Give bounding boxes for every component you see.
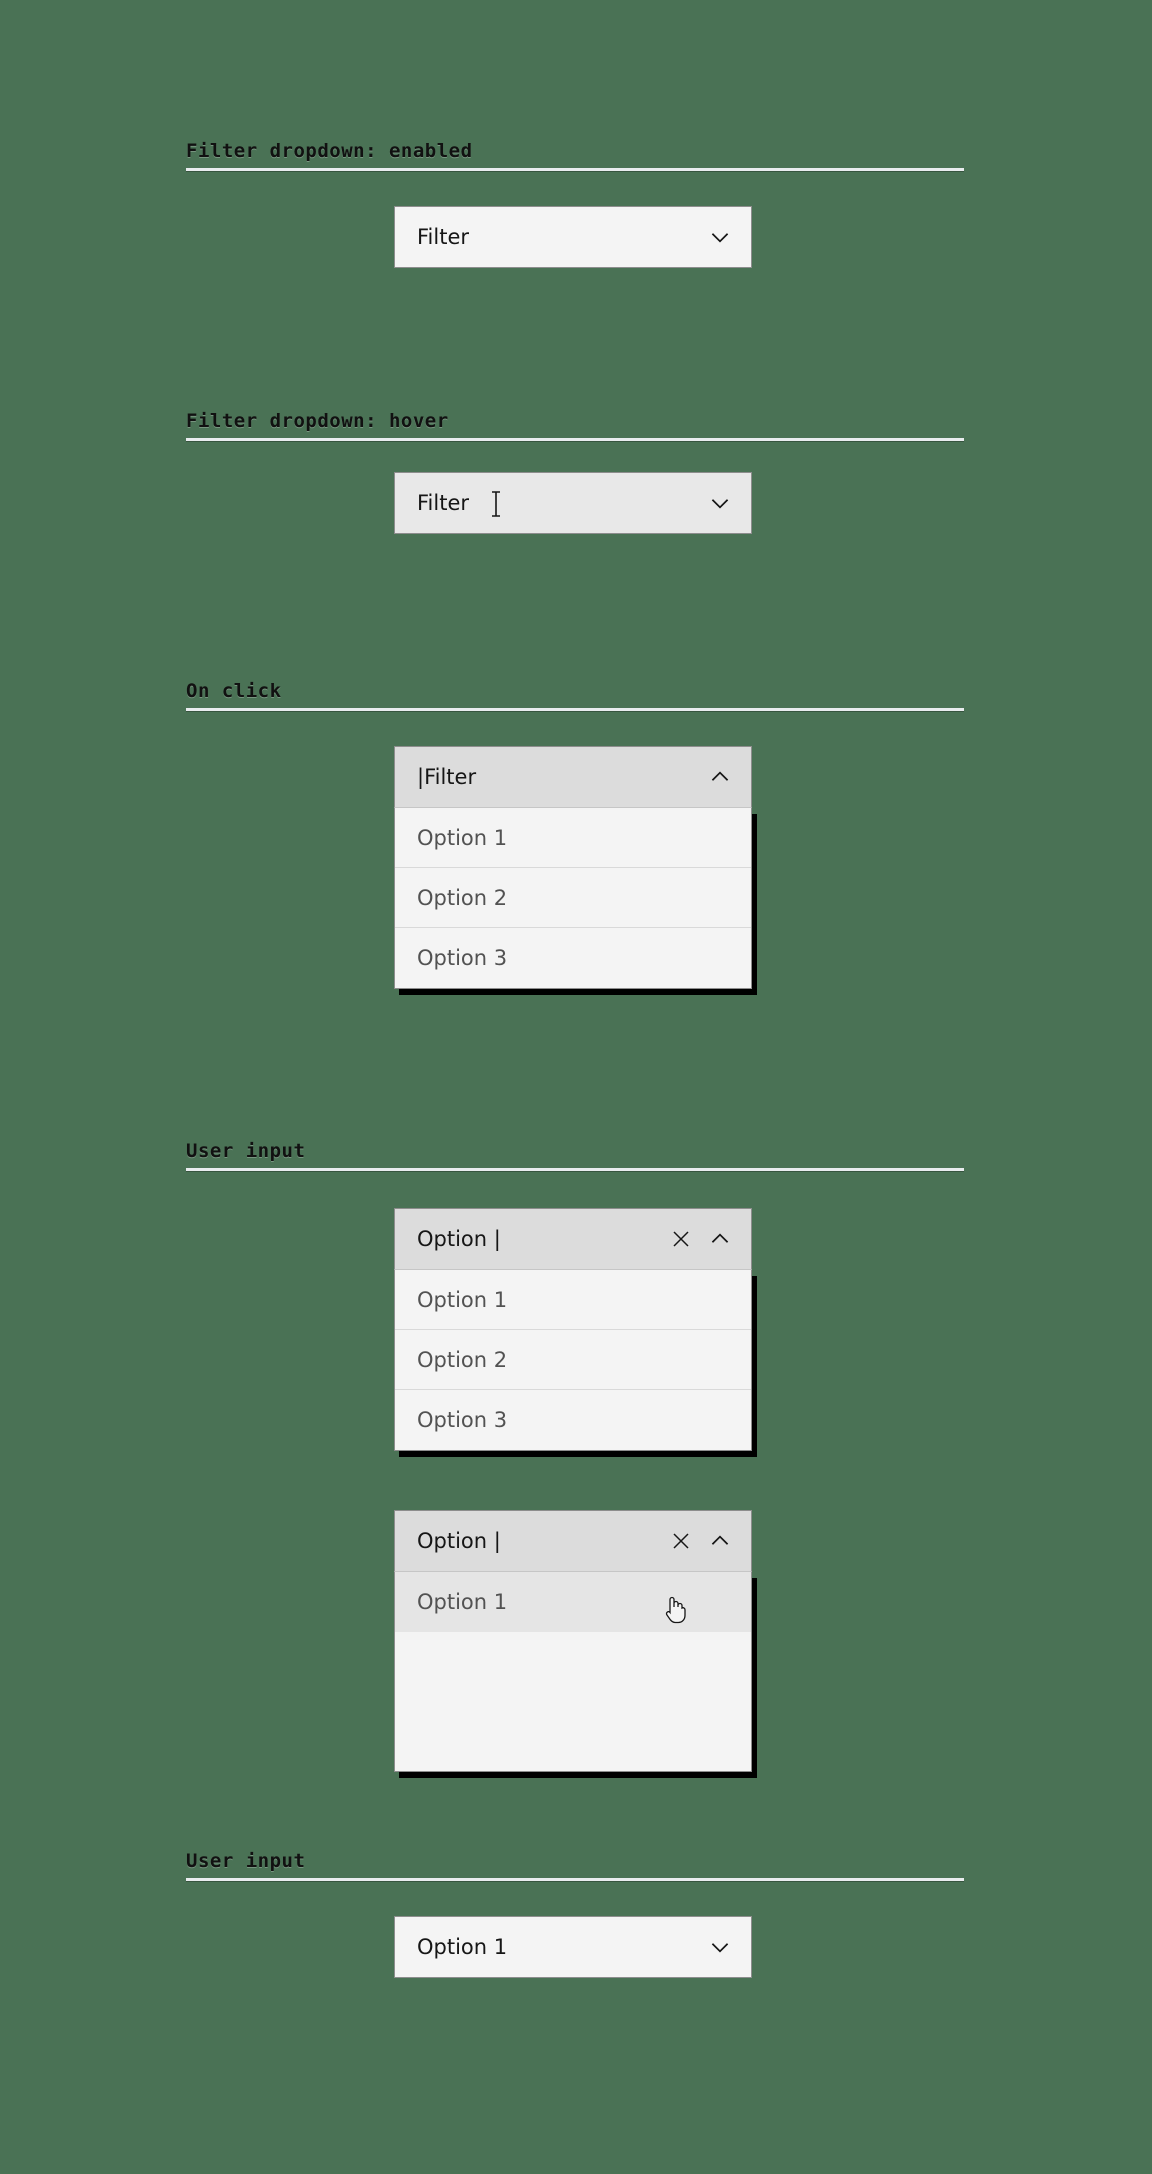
section-user-input: [0, 1140, 1152, 1614]
section-divider: [186, 168, 964, 171]
dropdown-label: |Filter: [417, 764, 477, 789]
dropdown-user-input-a[interactable]: [394, 1208, 752, 1451]
dropdown-trigger[interactable]: [394, 746, 752, 808]
chevron-up-icon[interactable]: [707, 1226, 733, 1252]
dropdown-trigger[interactable]: [394, 1510, 752, 1572]
dropdown-option[interactable]: Option 3: [417, 1408, 508, 1432]
dropdown-option[interactable]: Option 1: [395, 1270, 751, 1330]
dropdown-label: Filter: [417, 224, 470, 249]
dropdown-trigger[interactable]: [394, 206, 752, 268]
dropdown-trigger[interactable]: [394, 1916, 752, 1978]
close-icon[interactable]: [669, 1529, 693, 1553]
dropdown-menu[interactable]: [394, 1270, 752, 1451]
close-icon[interactable]: [669, 1227, 693, 1251]
section-title: User input: [186, 1850, 306, 1872]
dropdown-filter-hover[interactable]: [394, 472, 752, 534]
section-title: Filter dropdown: enabled: [186, 140, 473, 162]
section-divider: [186, 1878, 964, 1881]
dropdown-selected[interactable]: [394, 1916, 752, 1978]
dropdown-option[interactable]: Option 1: [395, 808, 751, 868]
dropdown-option[interactable]: Option 1: [395, 1572, 751, 1632]
dropdown-option[interactable]: Option 2: [395, 868, 751, 928]
chevron-down-icon[interactable]: [707, 224, 733, 250]
dropdown-option[interactable]: Option 2: [395, 1330, 751, 1390]
section-header: [186, 1850, 964, 1881]
section-user-input-selected: [0, 1850, 1152, 1959]
section-on-click: [0, 680, 1152, 970]
dropdown-filter-enabled[interactable]: [394, 206, 752, 268]
section-divider: [186, 1168, 964, 1171]
section-title: Filter dropdown: hover: [186, 410, 449, 432]
dropdown-label: Option 1: [417, 1934, 508, 1959]
section-header: [186, 410, 964, 441]
dropdown-label: Filter: [417, 490, 470, 515]
dropdown-on-click[interactable]: [394, 746, 752, 989]
section-title: On click: [186, 680, 282, 702]
chevron-up-icon[interactable]: [707, 1528, 733, 1554]
section-header: [186, 140, 964, 171]
dropdown-input-value[interactable]: Option |: [417, 1226, 501, 1251]
section-divider: [186, 438, 964, 441]
section-filter-enabled: [0, 140, 1152, 249]
section-header: [186, 1140, 964, 1171]
chevron-up-icon[interactable]: [707, 764, 733, 790]
dropdown-option[interactable]: Option 3: [417, 946, 508, 970]
chevron-down-icon[interactable]: [707, 490, 733, 516]
section-divider: [186, 708, 964, 711]
section-filter-hover: [0, 410, 1152, 515]
section-title: User input: [186, 1140, 306, 1162]
dropdown-menu[interactable]: [394, 808, 752, 989]
section-header: [186, 680, 964, 711]
dropdown-input-value[interactable]: Option |: [417, 1528, 501, 1553]
dropdown-menu[interactable]: [394, 1572, 752, 1772]
chevron-down-icon[interactable]: [707, 1934, 733, 1960]
dropdown-trigger[interactable]: [394, 472, 752, 534]
dropdown-trigger[interactable]: [394, 1208, 752, 1270]
dropdown-user-input-b[interactable]: [394, 1510, 752, 1772]
